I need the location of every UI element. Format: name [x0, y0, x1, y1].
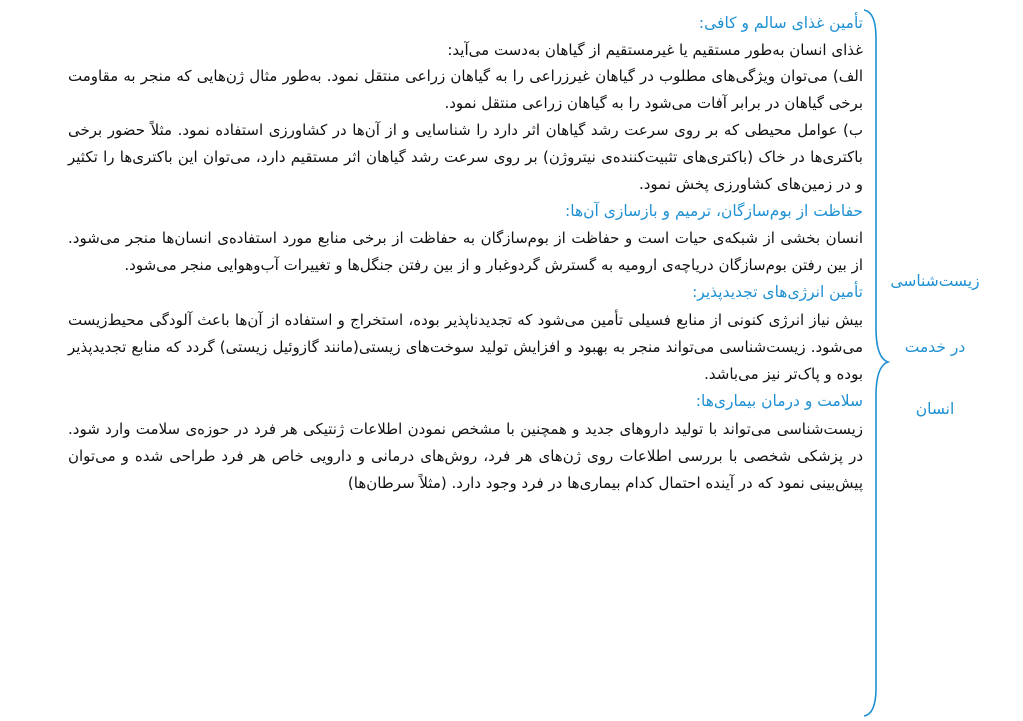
paragraph: زیست‌شناسی می‌تواند با تولید داروهای جدید و همچنین با مشخص نمودن اطلاعات ژنتیکی هر فرد در حوزه‌ی سلامت وارد شود. در پزشکی شخصی با بررسی اطلاعات روی ژن‌های هر فرد، روش‌های درمانی و دارویی خاص هر فرد طراحی شده و می‌توان پیش‌بینی نمود که در آینده احتمال کدام بیماری‌ها در فرد وجود دارد. (مثلاً سرطان‌ها) — [68, 419, 863, 492]
section-food-supply — [68, 11, 863, 198]
section-heading: سلامت و درمان بیماری‌ها: — [695, 392, 863, 411]
side-label-line-2: در خدمت — [904, 338, 966, 356]
paragraph: ب) عوامل محیطی که بر روی سرعت رشد گیاهان اثر دارد را شناسایی و از آن‌ها در کشاورزی استفاده نمود. مثلاً حضور برخی باکتری‌ها در خاک (باکتری‌های تثبیت‌کننده‌ی نیتروژن) بر روی سرعت رشد گیاهان اثر مستقیم دارد، می‌توان این باکتری‌ها را تکثیر و در زمین‌های کشاورزی پخش نمود. — [68, 120, 863, 193]
section-heading: حفاظت از بوم‌سازگان، ترمیم و بازسازی آن‌ها: — [565, 201, 863, 220]
paragraph: غذای انسان به‌طور مستقیم یا غیرمستقیم از گیاهان به‌دست می‌آید: — [447, 40, 863, 59]
paragraph: الف) می‌توان ویژگی‌های مطلوب در گیاهان غیرزراعی را به گیاهان زراعی منتقل نمود. به‌طور مثال ژن‌هایی که منجر به مقاومت برخی گیاهان در برابر آفات می‌شود را به گیاهان زراعی منتقل نمود. — [68, 66, 863, 112]
side-label-line-1: زیست‌شناسی — [890, 272, 980, 290]
section-health-treatment — [68, 389, 863, 497]
section-heading: تأمین انرژی‌های تجدیدپذیر: — [692, 283, 863, 302]
main-content — [68, 10, 863, 497]
section-heading: تأمین غذای سالم و کافی: — [698, 14, 863, 32]
curly-brace — [862, 8, 892, 718]
paragraph: بیش نیاز انرژی کنونی از منابع فسیلی تأمین می‌شود که تجدیدناپذیر بوده، استخراج و استفاده از آن‌ها باعث آلودگی محیط‌زیست می‌شود. زیست‌شناسی می‌تواند منجر به بهبود و افزایش تولید سوخت‌های زیستی(مانند گازوئیل زیستی) گردد که منابع تجدیدپذیر بوده و پاک‌تر نیز می‌باشد. — [68, 311, 863, 384]
paragraph: انسان بخشی از شبکه‌ی حیات است و حفاظت از بوم‌سازگان به حفاظت از برخی منابع مورد استفاده‌ی انسان‌ها منجر می‌شود. از بین رفتن بوم‌سازگان دریاچه‌ی ارومیه به گسترش گردوغبار و از بین رفتن جنگل‌ها و تغییرات آب‌وهوایی منجر می‌شود. — [68, 229, 863, 275]
side-label-line-3: انسان — [915, 400, 955, 418]
section-renewable-energy — [68, 280, 863, 388]
section-ecosystem-protection — [68, 199, 863, 280]
